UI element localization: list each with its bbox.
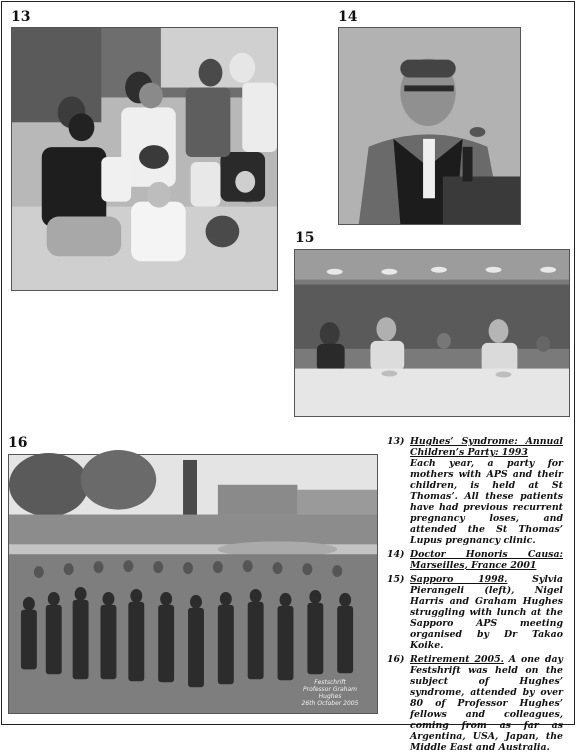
inset-caption-line: Professor Graham Hughes (303, 686, 357, 700)
caption-item (387, 574, 563, 651)
caption-number: 13) (387, 436, 405, 447)
caption-body (410, 574, 563, 651)
festschrift-inset-caption (295, 679, 365, 707)
caption-text: Each year, a party for mothers with APS and their children, is held at St Thomas’. All these patients have had previous recurrent pregnancy loses, and attended the St Thomas’ Lupus pregnancy clinic. (410, 458, 563, 546)
retirement-group-photo (9, 455, 377, 713)
figure-15-photo (294, 249, 570, 417)
honoris-causa-photo (339, 28, 520, 224)
caption-title: Retirement 2005. (410, 654, 504, 665)
figure-14-number: 14 (338, 9, 358, 25)
caption-number: 16) (387, 654, 405, 665)
caption-text: Sylvia Pierangeli (left), Nigel Harris and Graham Hughes struggling with lunch at the Sapporo APS meeting organised by Dr Takao Koike. (410, 574, 563, 651)
captions-block (387, 436, 563, 756)
figure-16-photo (8, 454, 378, 714)
caption-number: 14) (387, 549, 405, 560)
caption-item (387, 654, 563, 753)
sapporo-lunch-photo (295, 250, 569, 416)
caption-body (410, 654, 563, 753)
caption-body (410, 549, 563, 571)
caption-title: Doctor Honoris Causa: Marseilles, France 2001 (410, 549, 563, 571)
figure-16-number: 16 (8, 435, 28, 451)
inset-caption-line: Festschrift (314, 679, 346, 686)
caption-item (387, 549, 563, 571)
inset-caption-line: 26th October 2005 (301, 700, 359, 707)
figure-13-photo (11, 27, 278, 291)
caption-body (410, 436, 563, 546)
caption-text: A one day Festshrift was held on the subject of Hughes’ syndrome, attended by over 80 of Professor Hughes’ fellows and colleagues, coming from as far as Argentina, USA, Japan, the Middle East and Australia. (410, 654, 563, 753)
caption-title: Hughes’ Syndrome: Annual Children’s Party: 1993 (410, 436, 563, 458)
caption-number: 15) (387, 574, 405, 585)
children-party-photo (12, 28, 277, 290)
caption-item (387, 436, 563, 546)
figure-13-number: 13 (11, 9, 31, 25)
figure-15-number: 15 (295, 230, 315, 246)
caption-title: Sapporo 1998. (410, 574, 508, 585)
figure-14-photo (338, 27, 521, 225)
